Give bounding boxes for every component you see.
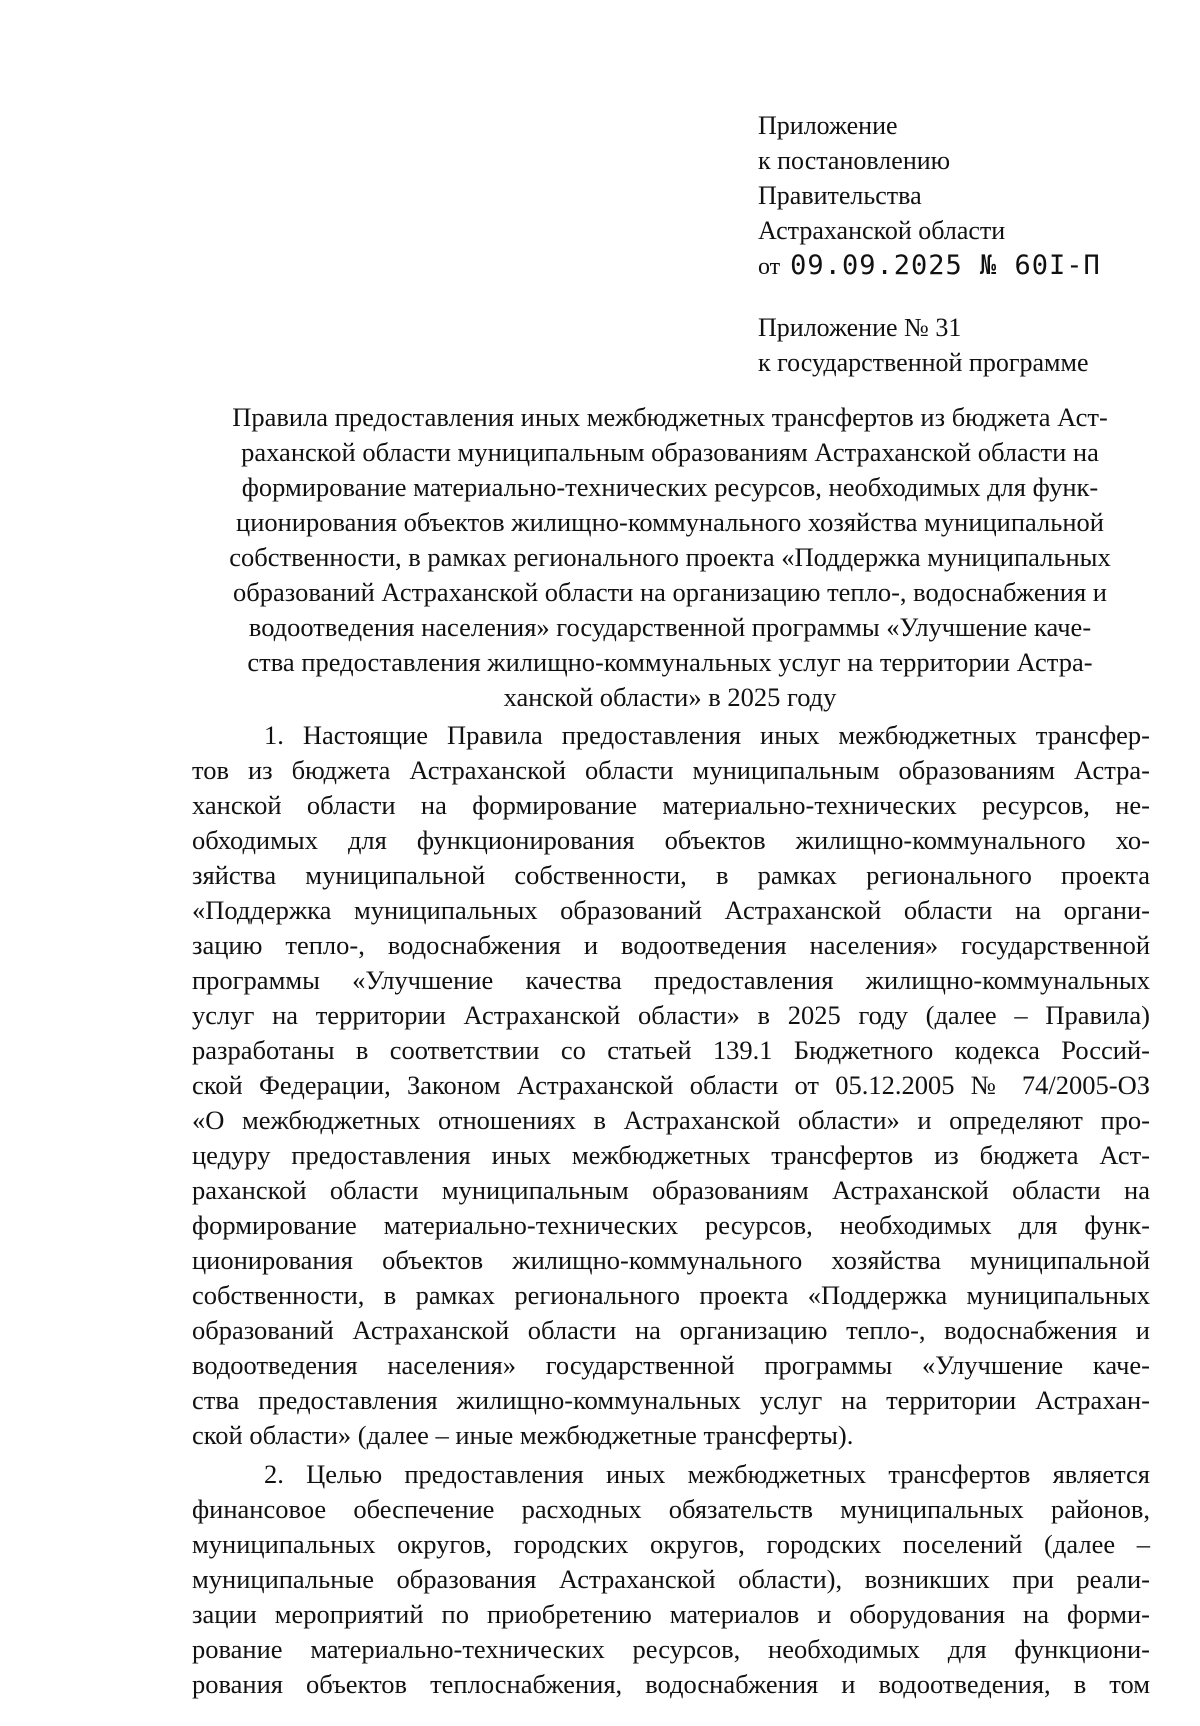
paragraph-line: зяйства муниципальной собственности, в рамках регионального проекта — [192, 860, 1150, 890]
title-line: Правила предоставления иных межбюджетных трансфертов из бюджета Аст- — [232, 402, 1108, 432]
paragraph-line: муниципальные образования Астраханской области), возникших при реали- — [192, 1564, 1150, 1594]
paragraph-line: цедуру предоставления иных межбюджетных трансфертов из бюджета Аст- — [192, 1140, 1150, 1170]
paragraph-line: формирование материально-технических ресурсов, необходимых для функ- — [192, 1210, 1150, 1240]
paragraph-line: ционирования объектов жилищно-коммунального хозяйства муниципальной — [192, 1245, 1150, 1275]
paragraph-line: ской Федерации, Законом Астраханской области от 05.12.2005 № 74/2005-ОЗ — [192, 1070, 1150, 1100]
paragraph-line: зации мероприятий по приобретению материалов и оборудования на форми- — [192, 1599, 1150, 1629]
paragraph-line: раханской области муниципальным образованиям Астраханской области на — [192, 1175, 1150, 1205]
document-title — [190, 400, 1150, 715]
paragraph-line: услуг на территории Астраханской области» в 2025 году (далее – Правила) — [192, 1000, 1150, 1030]
title-line: ханской области» в 2025 году — [503, 682, 837, 712]
paragraph-line: тов из бюджета Астраханской области муниципальным образованиям Астра- — [192, 755, 1150, 785]
decree-date-number — [758, 248, 1178, 285]
paragraph-line: разработаны в соответствии со статьей 139.1 Бюджетного кодекса Россий- — [192, 1035, 1150, 1065]
paragraph-line: зацию тепло-, водоснабжения и водоотведения населения» государственной — [192, 930, 1150, 960]
paragraph-line: программы «Улучшение качества предоставления жилищно-коммунальных — [192, 965, 1150, 995]
program-annex-header — [758, 310, 1178, 380]
paragraph-line: «Поддержка муниципальных образований Астраханской области на органи- — [192, 895, 1150, 925]
paragraph-line: обходимых для функционирования объектов жилищно-коммунального хо- — [192, 825, 1150, 855]
paragraph-2 — [192, 1457, 1150, 1702]
paragraph-line: образований Астраханской области на организацию тепло-, водоснабжения и — [192, 1315, 1150, 1345]
paragraph-line: муниципальных округов, городских округов, городских поселений (далее – — [192, 1529, 1150, 1559]
paragraph-line: 1. Настоящие Правила предоставления иных межбюджетных трансфер- — [264, 720, 1150, 750]
paragraph-line: собственности, в рамках регионального проекта «Поддержка муниципальных — [192, 1280, 1150, 1310]
appendix-header-line: к постановлению — [758, 146, 951, 175]
title-line: ционирования объектов жилищно-коммунального хозяйства муниципальной — [236, 507, 1104, 537]
annex-line: Приложение № 31 — [758, 313, 962, 342]
decree-prefix: от — [758, 254, 781, 280]
paragraph-line: финансовое обеспечение расходных обязательств муниципальных районов, — [192, 1494, 1150, 1524]
appendix-header — [758, 108, 1178, 285]
document-body — [192, 718, 1150, 1702]
title-line: водоотведения населения» государственной программы «Улучшение каче- — [248, 612, 1092, 642]
paragraph-line: 2. Целью предоставления иных межбюджетных трансфертов является — [264, 1459, 1150, 1489]
decree-stamp: 09.09.2025 № 60I-П — [790, 250, 1101, 281]
title-line: формирование материально-технических ресурсов, необходимых для функ- — [241, 472, 1099, 502]
appendix-header-line: Астраханской области — [758, 216, 1006, 245]
annex-line: к государственной программе — [758, 348, 1089, 377]
paragraph-1 — [192, 718, 1150, 1453]
title-line: собственности, в рамках регионального проекта «Поддержка муниципальных — [229, 542, 1111, 572]
title-line: образований Астраханской области на организацию тепло-, водоснабжения и — [233, 577, 1107, 607]
paragraph-line: ханской области на формирование материально-технических ресурсов, не- — [192, 790, 1150, 820]
paragraph-line: водоотведения населения» государственной программы «Улучшение каче- — [192, 1350, 1150, 1380]
paragraph-line: ства предоставления жилищно-коммунальных услуг на территории Астрахан- — [192, 1385, 1150, 1415]
title-line: раханской области муниципальным образованиям Астраханской области на — [241, 437, 1099, 467]
title-line: ства предоставления жилищно-коммунальных услуг на территории Астра- — [247, 647, 1093, 677]
paragraph-line: «О межбюджетных отношениях в Астраханской области» и определяют про- — [192, 1105, 1150, 1135]
appendix-header-line: Правительства — [758, 181, 922, 210]
paragraph-line: рование материально-технических ресурсов, необходимых для функциони- — [192, 1634, 1150, 1664]
appendix-header-line: Приложение — [758, 111, 898, 140]
paragraph-line: ской области» (далее – иные межбюджетные трансферты). — [192, 1420, 854, 1450]
paragraph-line: рования объектов теплоснабжения, водоснабжения и водоотведения, в том — [192, 1669, 1150, 1699]
